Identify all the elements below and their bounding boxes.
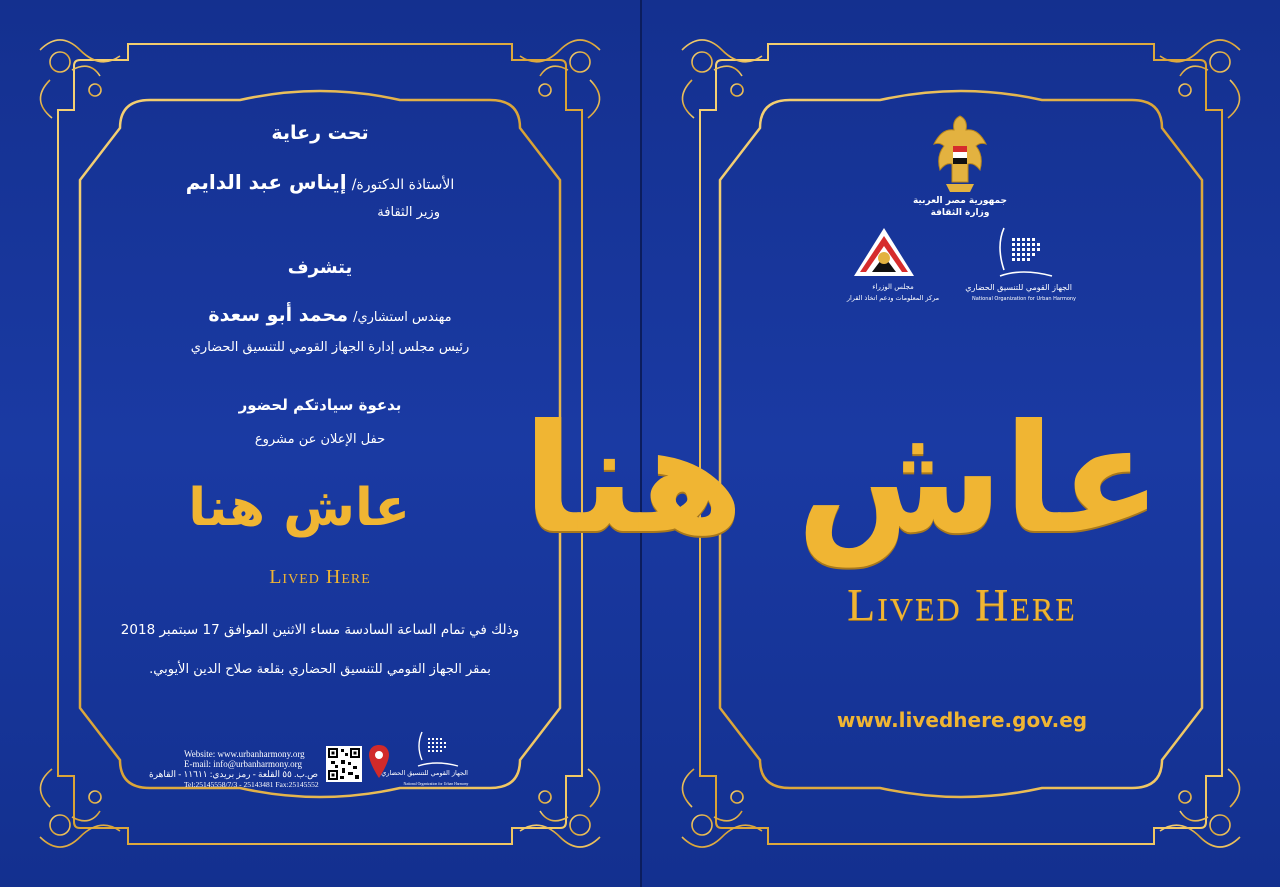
date-line: وذلك في تمام الساعة السادسة مساء الاثنين الموافق 17 سبتمبر 2018	[120, 622, 520, 638]
host-role: رئيس مجلس إدارة الجهاز القومي للتنسيق الحضاري	[190, 340, 470, 355]
lived-here-logo-arabic-large: عاش هنا	[522, 393, 1162, 567]
emblem-caption-2: وزارة الثقافة	[930, 208, 990, 218]
host-title: مهندس استشاري/	[353, 310, 452, 325]
corner-ornament-br	[520, 769, 600, 847]
invitation-cover-panel	[522, 0, 1280, 887]
lived-here-logo-english-large: Lived Here	[847, 579, 1077, 630]
host-line	[170, 304, 490, 326]
patronage-heading: تحت رعاية	[271, 122, 369, 144]
venue-line: بمقر الجهاز القومي للتنسيق الحضاري بقلعة صلاح الدين الأيوبي.	[149, 662, 491, 677]
emblem-caption-1: جمهورية مصر العربية	[912, 196, 1008, 206]
footer-org-name-en: National Organization for Urban Harmony	[403, 782, 469, 786]
cover-corner-ornament-bl	[682, 769, 762, 847]
patron-line	[160, 170, 480, 194]
footer-email: E-mail: info@urbanharmony.org	[184, 759, 303, 769]
qr-code-icon	[326, 746, 362, 782]
cover-website-link[interactable]: www.livedhere.gov.eg	[836, 708, 1088, 732]
egypt-eagle-emblem-icon	[930, 112, 990, 194]
cover-corner-ornament-tr	[1160, 40, 1240, 118]
footer-phones: Tel:25145558/7/3 - 25143481 Fax:25145552	[184, 780, 319, 789]
nouh-logo-cover-icon	[986, 224, 1058, 284]
nouh-caption-en: National Organization for Urban Harmony	[972, 296, 1077, 302]
patron-title: الأستاذة الدكتورة/	[351, 177, 455, 193]
corner-ornament-tr	[520, 40, 600, 118]
lived-here-logo-english-small: Lived Here	[269, 566, 371, 588]
cover-corner-ornament-br	[1160, 769, 1240, 847]
cabinet-caption-2: مركز المعلومات ودعم اتخاذ القرار	[846, 294, 940, 302]
patron-role: وزير الثقافة	[377, 205, 440, 220]
event-line: حفل الإعلان عن مشروع	[254, 432, 386, 447]
host-name: محمد أبو سعدة	[208, 304, 348, 326]
footer-org-name-ar: الجهاز القومي للتنسيق الحضاري	[381, 769, 468, 777]
cabinet-idsc-logo-icon	[852, 226, 916, 284]
corner-ornament-bl	[40, 769, 120, 847]
honor-heading: يتشرف	[287, 257, 353, 278]
patron-name: إيناس عبد الدايم	[185, 170, 347, 194]
cabinet-caption-1: مجلس الوزراء	[872, 283, 914, 291]
footer-address: ص.ب. ٥٥ القلعة - رمز بريدي: ١١٦١١ - القاهرة	[149, 769, 318, 779]
nouh-caption-ar: الجهاز القومي للتنسيق الحضاري	[965, 283, 1072, 292]
corner-ornament-tl	[40, 40, 120, 118]
footer-website: Website: www.urbanharmony.org	[184, 749, 305, 759]
lived-here-logo-arabic-small: عاش هنا	[188, 478, 410, 538]
cover-corner-ornament-tl	[682, 40, 762, 118]
invitation-line: بدعوة سيادتكم لحضور	[238, 396, 402, 414]
